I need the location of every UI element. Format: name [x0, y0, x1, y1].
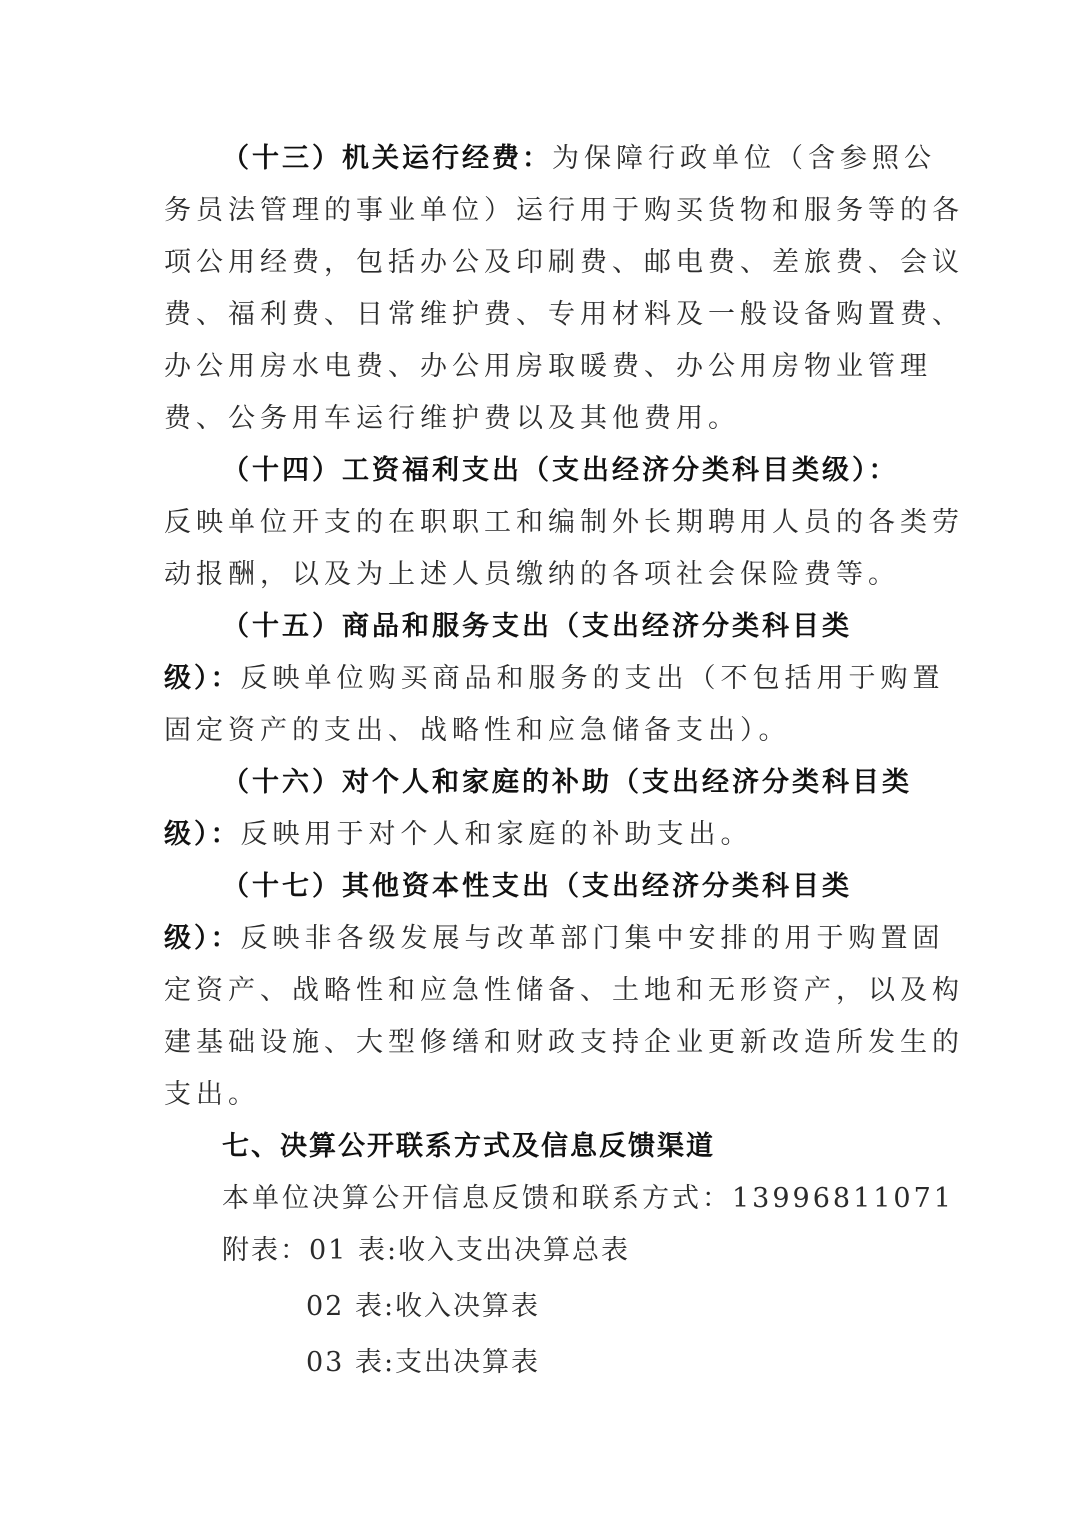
- item-16-text: 反映用于对个人和家庭的补助支出。: [240, 819, 753, 850]
- item-13-title: （十三）机关运行经费：: [222, 143, 552, 174]
- item-13-line-3: 项公用经费，包括办公及印刷费、邮电费、差旅费、会议: [164, 247, 964, 278]
- item-16-title-cont: 级）：: [164, 819, 241, 850]
- item-17-line-2: 定资产、战略性和应急性储备、土地和无形资产，以及构: [164, 975, 964, 1006]
- item-14-line-2: 动报酬，以及为上述人员缴纳的各项社会保险费等。: [164, 559, 900, 590]
- item-13-line-1: [222, 142, 946, 176]
- item-13-line-5: 办公用房水电费、办公用房取暖费、办公用房物业管理: [164, 351, 932, 382]
- section-heading: 七、决算公开联系方式及信息反馈渠道: [222, 1131, 715, 1162]
- attachment-01: 01 表:收入支出决算总表: [309, 1235, 631, 1266]
- item-13-line-2: 务员法管理的事业单位）运行用于购买货物和服务等的各: [164, 195, 964, 226]
- item-14-title: [222, 454, 946, 488]
- item-17-title-cont: 级）：: [164, 923, 241, 954]
- item-13-line-4: 费、福利费、日常维护费、专用材料及一般设备购置费、: [164, 299, 964, 330]
- contact-line: 本单位决算公开信息反馈和联系方式：13996811071: [222, 1183, 954, 1214]
- item-16-title-text: （十六）对个人和家庭的补助（支出经济分类科目类: [222, 767, 912, 798]
- item-15-line-2: 固定资产的支出、战略性和应急储备支出）。: [164, 715, 791, 746]
- item-14-line-1: 反映单位开支的在职职工和编制外长期聘用人员的各类劳: [164, 507, 964, 538]
- item-17-title-text: （十七）其他资本性支出（支出经济分类科目类: [222, 871, 852, 902]
- item-17-line-1: [164, 922, 945, 956]
- item-16-title: [222, 766, 946, 800]
- item-15-title: [222, 610, 946, 644]
- item-16-line-1: [164, 818, 888, 852]
- item-13-text: 为保障行政单位（含参照公: [552, 143, 936, 174]
- item-17-text: 反映非各级发展与改革部门集中安排的用于购置固: [240, 923, 945, 954]
- attach-label: 附表：: [222, 1235, 309, 1266]
- item-13-line-6: 费、公务用车运行维护费以及其他费用。: [164, 403, 740, 434]
- item-15-title-text: （十五）商品和服务支出（支出经济分类科目类: [222, 611, 852, 642]
- item-17-title: [222, 870, 946, 904]
- item-15-line-1: [164, 662, 945, 696]
- attachment-03: 03 表:支出决算表: [306, 1347, 541, 1378]
- item-17-line-3: 建基础设施、大型修缮和财政支持企业更新改造所发生的: [164, 1027, 964, 1058]
- attachment-line-1: [222, 1234, 946, 1268]
- item-17-line-4: 支出。: [164, 1079, 260, 1110]
- item-15-title-cont: 级）：: [164, 663, 241, 694]
- item-14-title-text: （十四）工资福利支出（支出经济分类科目类级）：: [222, 455, 899, 486]
- item-15-text: 反映单位购买商品和服务的支出（不包括用于购置: [240, 663, 945, 694]
- attachment-02: 02 表:收入决算表: [306, 1291, 541, 1322]
